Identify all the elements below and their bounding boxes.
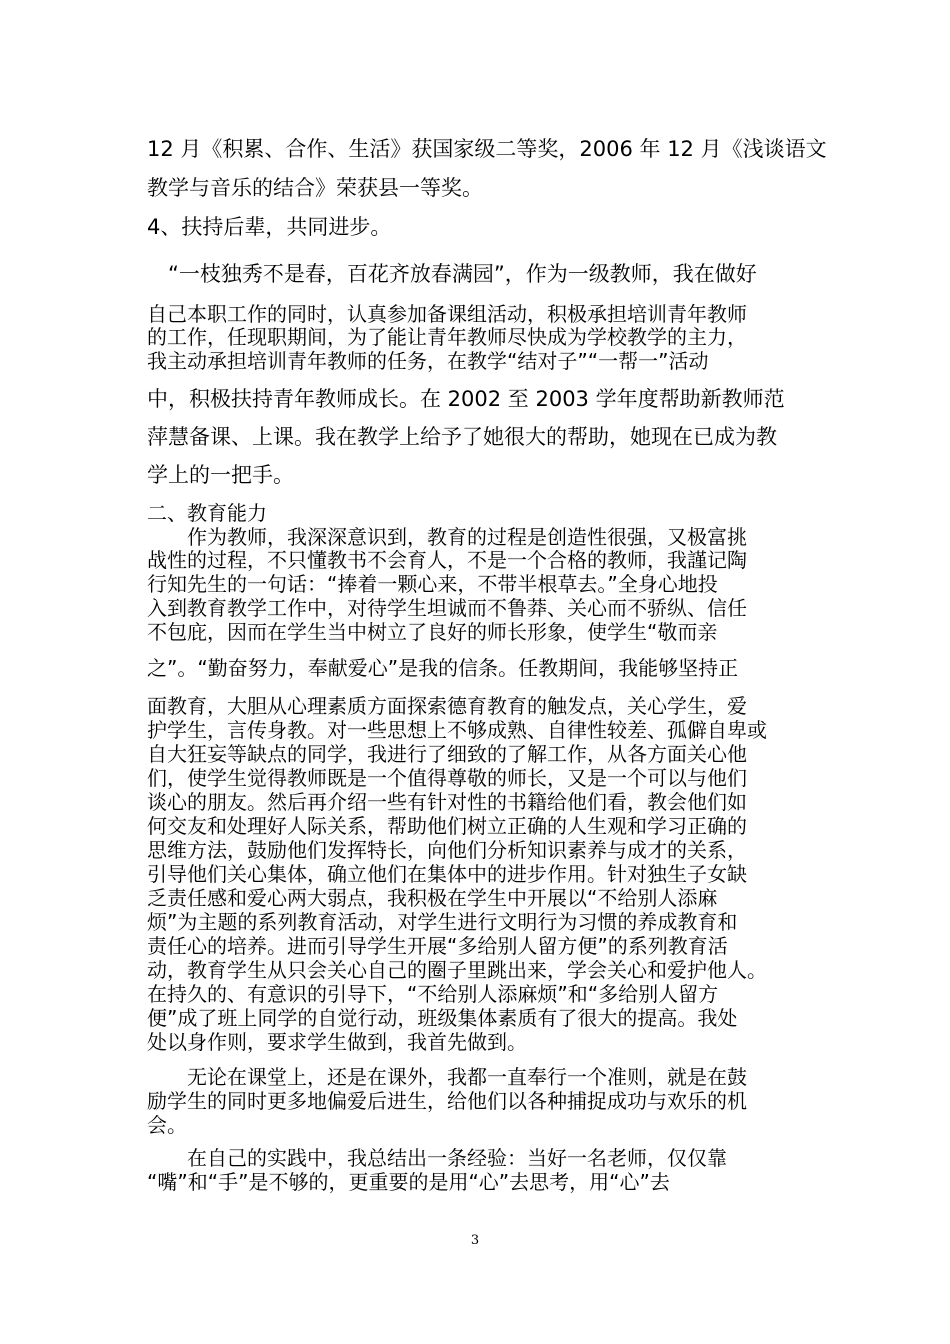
text-line: 中，积极扶持青年教师成长。在 2002 至 2003 学年度帮助新教师范 (147, 387, 785, 411)
text-line: 护学生，言传身教。对一些思想上不够成熟、自律性较差、孤僻自卑或 (147, 718, 767, 742)
text-line: 入到教育教学工作中，对待学生坦诚而不鲁莽、关心而不骄纵、信任 (147, 596, 747, 620)
section-heading: 4、扶持后辈，共同进步。 (147, 215, 392, 239)
text-line: 便”成了班上同学的自觉行动，班级集体素质有了很大的提高。我处 (147, 1006, 738, 1030)
text-line: 动，教育学生从只会关心自己的圈子里跳出来，学会关心和爱护他人。 (147, 958, 767, 982)
text-line: 自己本职工作的同时，认真参加备课组活动，积极承担培训青年教师 (147, 302, 747, 326)
text-line: 不包庇，因而在学生当中树立了良好的师长形象，使学生“敬而亲 (147, 620, 718, 644)
text-line: 面教育，大胆从心理素质方面探索德育教育的触发点，关心学生，爱 (147, 694, 747, 718)
text-line: 乏责任感和爱心两大弱点，我积极在学生中开展以“不给别人添麻 (147, 886, 718, 910)
text-line: 引导他们关心集体，确立他们在集体中的进步作用。针对独生子女缺 (147, 862, 747, 886)
text-line: 谈心的朋友。然后再介绍一些有针对性的书籍给他们看，教会他们如 (147, 790, 747, 814)
text-line: 责任心的培养。进而引导学生开展“多给别人留方便”的系列教育活 (147, 934, 728, 958)
text-line: “一枝独秀不是春，百花齐放春满园”，作为一级教师，我在做好 (147, 262, 757, 286)
text-line: 烦”为主题的系列教育活动，对学生进行文明行为习惯的养成教育和 (147, 910, 738, 934)
text-line: 处以身作则，要求学生做到，我首先做到。 (147, 1030, 527, 1054)
text-line: 12 月《积累、合作、生活》获国家级二等奖，2006 年 12 月《浅谈语文 (147, 137, 827, 161)
text-line: 在自己的实践中，我总结出一条经验：当好一名老师，仅仅靠 (147, 1146, 727, 1170)
text-line: 我主动承担培训青年教师的任务，在教学“结对子”“一帮一”活动 (147, 349, 709, 373)
text-line: 萍慧备课、上课。我在教学上给予了她很大的帮助，她现在已成为教 (147, 425, 777, 449)
text-line: 教学与音乐的结合》荣获县一等奖。 (147, 176, 483, 200)
text-line: 行知先生的一句话：“捧着一颗心来，不带半根草去。”全身心地投 (147, 572, 718, 596)
text-line: 学上的一把手。 (147, 463, 294, 487)
text-line: 们，使学生觉得教师既是一个值得尊敬的师长，又是一个可以与他们 (147, 766, 747, 790)
text-line: 之”。“勤奋努力，奉献爱心”是我的信条。任教期间，我能够坚持正 (147, 656, 739, 680)
text-line: 何交友和处理好人际关系，帮助他们树立正确的人生观和学习正确的 (147, 814, 747, 838)
page-number: 3 (470, 1233, 480, 1248)
section-heading: 二、教育能力 (147, 501, 267, 525)
text-line: “嘴”和“手”是不够的，更重要的是用“心”去思考，用“心”去 (147, 1170, 670, 1194)
text-line: 的工作，任现职期间，为了能让青年教师尽快成为学校教学的主力， (147, 325, 747, 349)
text-line: 作为教师，我深深意识到，教育的过程是创造性很强，又极富挑 (147, 525, 747, 549)
text-line: 在持久的、有意识的引导下，“不给别人添麻烦”和“多给别人留方 (147, 982, 719, 1006)
text-line: 会。 (147, 1113, 187, 1137)
text-line: 励学生的同时更多地偏爱后进生，给他们以各种捕捉成功与欢乐的机 (147, 1089, 747, 1113)
text-line: 自大狂妄等缺点的同学，我进行了细致的了解工作，从各方面关心他 (147, 742, 747, 766)
text-line: 无论在课堂上，还是在课外，我都一直奉行一个准则，就是在鼓 (147, 1065, 747, 1089)
text-line: 战性的过程，不只懂教书不会育人，不是一个合格的教师，我謹记陶 (147, 548, 747, 572)
text-line: 思维方法，鼓励他们发挥特长，向他们分析知识素养与成才的关系， (147, 838, 747, 862)
